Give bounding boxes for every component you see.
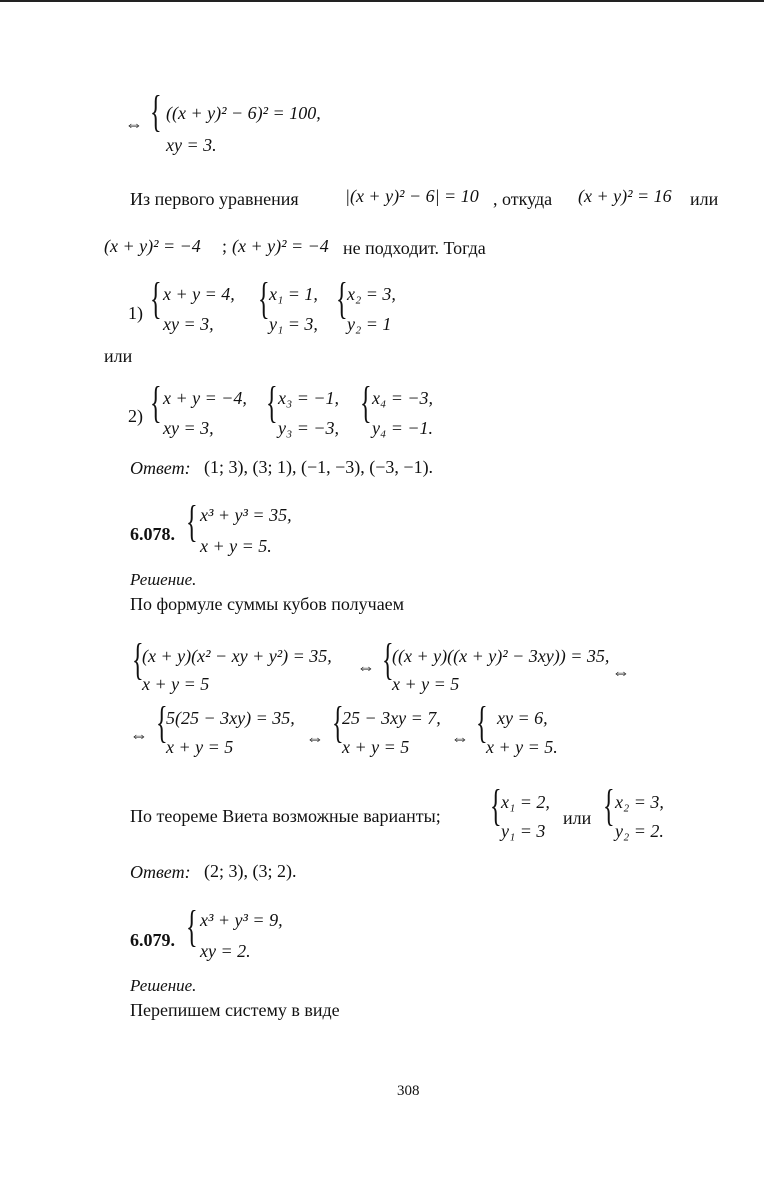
inline-formula: |(x + y)² − 6| = 10 xyxy=(345,186,479,206)
equation-line: x₃ = −1, xyxy=(278,388,340,408)
system-brace: { xyxy=(476,698,488,747)
equation-line: x₂ = 3, xyxy=(615,792,664,812)
equation-line: (x + y)(x² − xy + y²) = 35, xyxy=(142,646,332,666)
problem-number: 6.079. xyxy=(130,930,175,950)
paragraph-text: не подходит. Тогда xyxy=(343,238,486,258)
solution-label: Решение. xyxy=(130,976,197,995)
system-brace: { xyxy=(332,698,344,747)
system-brace: { xyxy=(150,274,162,323)
page-number: 308 xyxy=(397,1083,420,1099)
equation-line: xy = 3, xyxy=(163,418,214,438)
answer-value: (1; 3), (3; 1), (−1, −3), (−3, −1). xyxy=(204,457,434,477)
equation-line: x + y = 5. xyxy=(486,737,558,757)
connector-word: или xyxy=(563,808,592,828)
equation-line: y₄ = −1. xyxy=(372,418,434,438)
case-label: 2) xyxy=(128,406,143,426)
system-brace: { xyxy=(266,378,278,427)
equation-line: xy = 3. xyxy=(166,135,217,155)
equation-line: x³ + y³ = 35, xyxy=(200,505,292,525)
equivalence-arrow: ⇔ xyxy=(451,728,469,748)
equivalence-arrow: ⇔ xyxy=(306,728,324,748)
equivalence-arrow: ⇔ xyxy=(357,657,375,677)
paragraph-text: Перепишем систему в виде xyxy=(130,1000,340,1020)
solution-label: Решение. xyxy=(130,570,197,589)
system-brace: { xyxy=(150,378,162,427)
equivalence-arrow: ⇔ xyxy=(130,725,148,745)
equation-line: x₄ = −3, xyxy=(372,388,434,408)
top-rule xyxy=(0,0,764,2)
equation-line: x + y = 4, xyxy=(163,284,235,304)
equation-line: x + y = 5 xyxy=(142,674,210,694)
connector-word: или xyxy=(104,346,133,366)
answer-label: Ответ: xyxy=(130,862,191,882)
paragraph-text: По теореме Виета возможные варианты; xyxy=(130,806,441,826)
system-brace: { xyxy=(603,781,615,830)
inline-formula: (x + y)² = −4 xyxy=(232,236,329,256)
equation-line: y₃ = −3, xyxy=(278,418,340,438)
system-brace: { xyxy=(360,378,372,427)
equation-line: x + y = 5. xyxy=(200,536,272,556)
problem-number: 6.078. xyxy=(130,524,175,544)
answer-value: (2; 3), (3; 2). xyxy=(204,861,297,881)
equation-line: y₂ = 2. xyxy=(615,821,664,841)
equation-line: xy = 2. xyxy=(200,941,251,961)
system-brace: { xyxy=(258,274,270,323)
case-label: 1) xyxy=(128,303,143,323)
answer-label: Ответ: xyxy=(130,458,191,478)
system-brace: { xyxy=(150,87,162,136)
equation-line: xy = 3, xyxy=(163,314,214,334)
system-brace: { xyxy=(336,274,348,323)
system-brace: { xyxy=(186,497,198,546)
paragraph-text: , откуда xyxy=(493,189,553,209)
paragraph-text: Из первого уравнения xyxy=(130,189,299,209)
equation-line: 25 − 3xy = 7, xyxy=(342,708,441,728)
equation-line: x + y = 5 xyxy=(166,737,234,757)
system-brace: { xyxy=(490,781,502,830)
equation-line: x₂ = 3, xyxy=(347,284,396,304)
equation-line: y₁ = 3, xyxy=(269,314,318,334)
equation-line: x₁ = 1, xyxy=(269,284,318,304)
equation-line: y₁ = 3 xyxy=(501,821,546,841)
equivalence-arrow: ⇔ xyxy=(125,114,143,134)
system-brace: { xyxy=(382,635,394,684)
paragraph-text: ; xyxy=(222,236,228,256)
equation-line: x³ + y³ = 9, xyxy=(200,910,283,930)
equation-line: x₁ = 2, xyxy=(501,792,550,812)
paragraph-text: или xyxy=(690,189,719,209)
equation-line: x + y = −4, xyxy=(163,388,247,408)
inline-formula: (x + y)² = −4 xyxy=(104,236,201,256)
paragraph-text: По формуле суммы кубов получаем xyxy=(130,594,405,614)
equation-line: y₂ = 1 xyxy=(347,314,392,334)
equation-line: xy = 6, xyxy=(497,708,548,728)
inline-formula: (x + y)² = 16 xyxy=(578,186,672,206)
system-brace: { xyxy=(156,698,168,747)
equation-line: 5(25 − 3xy) = 35, xyxy=(166,708,295,728)
system-brace: { xyxy=(186,902,198,951)
equation-line: ((x + y)((x + y)² − 3xy)) = 35, xyxy=(392,646,610,666)
equation-line: x + y = 5 xyxy=(342,737,410,757)
equation-line: x + y = 5 xyxy=(392,674,460,694)
equation-line: ((x + y)² − 6)² = 100, xyxy=(166,103,321,123)
equivalence-arrow: ⇔ xyxy=(612,662,630,682)
system-brace: { xyxy=(132,635,144,684)
